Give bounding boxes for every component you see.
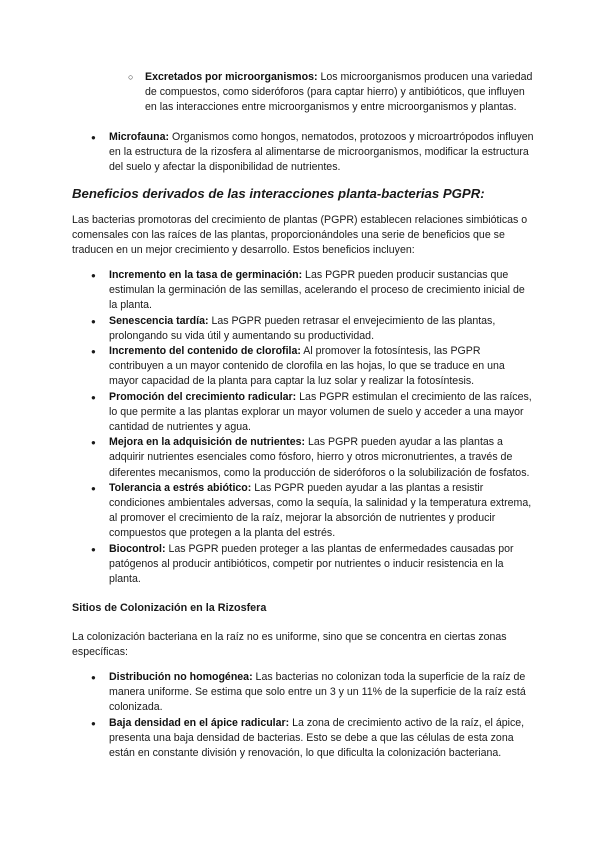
bullet-item <box>90 670 535 716</box>
sub-bullet-list <box>128 70 538 116</box>
bullet-item <box>90 344 535 390</box>
bullet-text: Las PGPR pueden ayudar a las plantas a adquirir nutrientes esenciales como fósforo, hierro y otros micronutrientes, a través de diferentes mecanismos, como la producción de sideróforos o la solubilización de fosfatos. <box>109 436 530 479</box>
intro-paragraph-benefits: Las bacterias promotoras del crecimiento de plantas (PGPR) establecen relaciones simbióticas o comensales con las raíces de las plantas, proporcionándoles una serie de beneficios que se traducen en un mejor crecimiento y desarrollo. Estos beneficios incluyen: <box>72 214 528 257</box>
bullet-term: Tolerancia a estrés abiótico: <box>109 481 252 494</box>
bullet-item <box>90 390 535 436</box>
bullet-term: Incremento del contenido de clorofila: <box>109 345 301 358</box>
bullet-text: Las PGPR pueden proteger a las plantas de enfermedades causadas por patógenos al producir antibióticos, competir por nutrientes o inducir resistencia en la planta. <box>109 542 514 586</box>
bullet-text: Las PGPR pueden ayudar a las plantas a resistir condiciones ambientales adversas, como la sequía, la salinidad y la temperatura extrema, al promover el crecimiento de la raíz, mejorar la absorción de nutrientes y producir compuestos que protegen a la planta del estrés. <box>109 481 532 540</box>
bullet-term: Biocontrol: <box>109 542 166 555</box>
bullet-term: Excretados por microorganismos: <box>145 71 318 83</box>
benefits-bullet-list <box>90 268 535 587</box>
intro-paragraph-colonization: La colonización bacteriana en la raíz no es uniforme, sino que se concentra en ciertas zonas específicas: <box>72 631 507 659</box>
bullet-term: Promoción del crecimiento radicular: <box>109 390 297 403</box>
top-bullet-list <box>90 130 535 176</box>
bullet-term: Microfauna: <box>109 131 170 143</box>
bullet-term: Mejora en la adquisición de nutrientes: <box>109 436 306 449</box>
bullet-text: Al promover la fotosíntesis, las PGPR contribuyen a un mayor contenido de clorofila en las hojas, lo que se traduce en una mayor capacidad de la planta para captar la luz solar y realizar la fotosíntesis. <box>109 345 505 388</box>
bullet-text: Las PGPR pueden retrasar el envejecimiento de las plantas, prolongando su vida útil y aumentando su productividad. <box>109 314 496 342</box>
bullet-item <box>90 481 535 542</box>
bullet-item <box>90 314 535 344</box>
bullet-term: Distribución no homogénea: <box>109 671 253 683</box>
sub-bullet-item <box>128 70 538 116</box>
bullet-term: Incremento en la tasa de germinación: <box>109 269 303 281</box>
bullet-item <box>90 130 535 176</box>
bullet-text: Las bacterias no colonizan toda la superficie de la raíz de manera uniforme. Se estima que solo entre un 3 y un 11% de la superficie de la raíz está colonizada. <box>109 671 526 714</box>
bullet-item <box>90 435 535 481</box>
section-heading-colonization: Sitios de Colonización en la Rizosfera <box>72 602 267 614</box>
bullet-text: Organismos como hongos, nematodos, protozoos y microartrópodos influyen en la estructura de la rizosfera al alimentarse de microorganismos, modificar la estructura del suelo y afectar la disponibilidad de nutrientes. <box>109 131 534 174</box>
bullet-text: Los microorganismos producen una variedad de compuestos, como sideróforos (para captar hierro) y antibióticos, que influyen en las interacciones entre microorganismos y entre microorganismos y plantas. <box>145 71 533 114</box>
bullet-item <box>90 542 535 588</box>
colonization-bullet-list <box>90 670 535 761</box>
bullet-text: La zona de crecimiento activo de la raíz, el ápice, presenta una baja densidad de bacterias. Esto se debe a que las células de esta zona están en constante división y renovación, lo que dificulta la colonización bacteriana. <box>109 716 525 760</box>
bullet-term: Senescencia tardía: <box>109 314 209 327</box>
bullet-term: Baja densidad en el ápice radicular: <box>109 716 290 729</box>
bullet-item <box>90 268 535 314</box>
section-heading-benefits: Beneficios derivados de las interacciones planta-bacterias PGPR: <box>72 186 485 201</box>
bullet-text: Las PGPR estimulan el crecimiento de las raíces, lo que permite a las plantas explorar un mayor volumen de suelo y acceder a una mayor cantidad de nutrientes y agua. <box>109 390 532 434</box>
bullet-text: Las PGPR pueden producir sustancias que estimulan la germinación de las semillas, acelerando el proceso de crecimiento inicial de la planta. <box>109 269 525 312</box>
bullet-item <box>90 716 535 762</box>
